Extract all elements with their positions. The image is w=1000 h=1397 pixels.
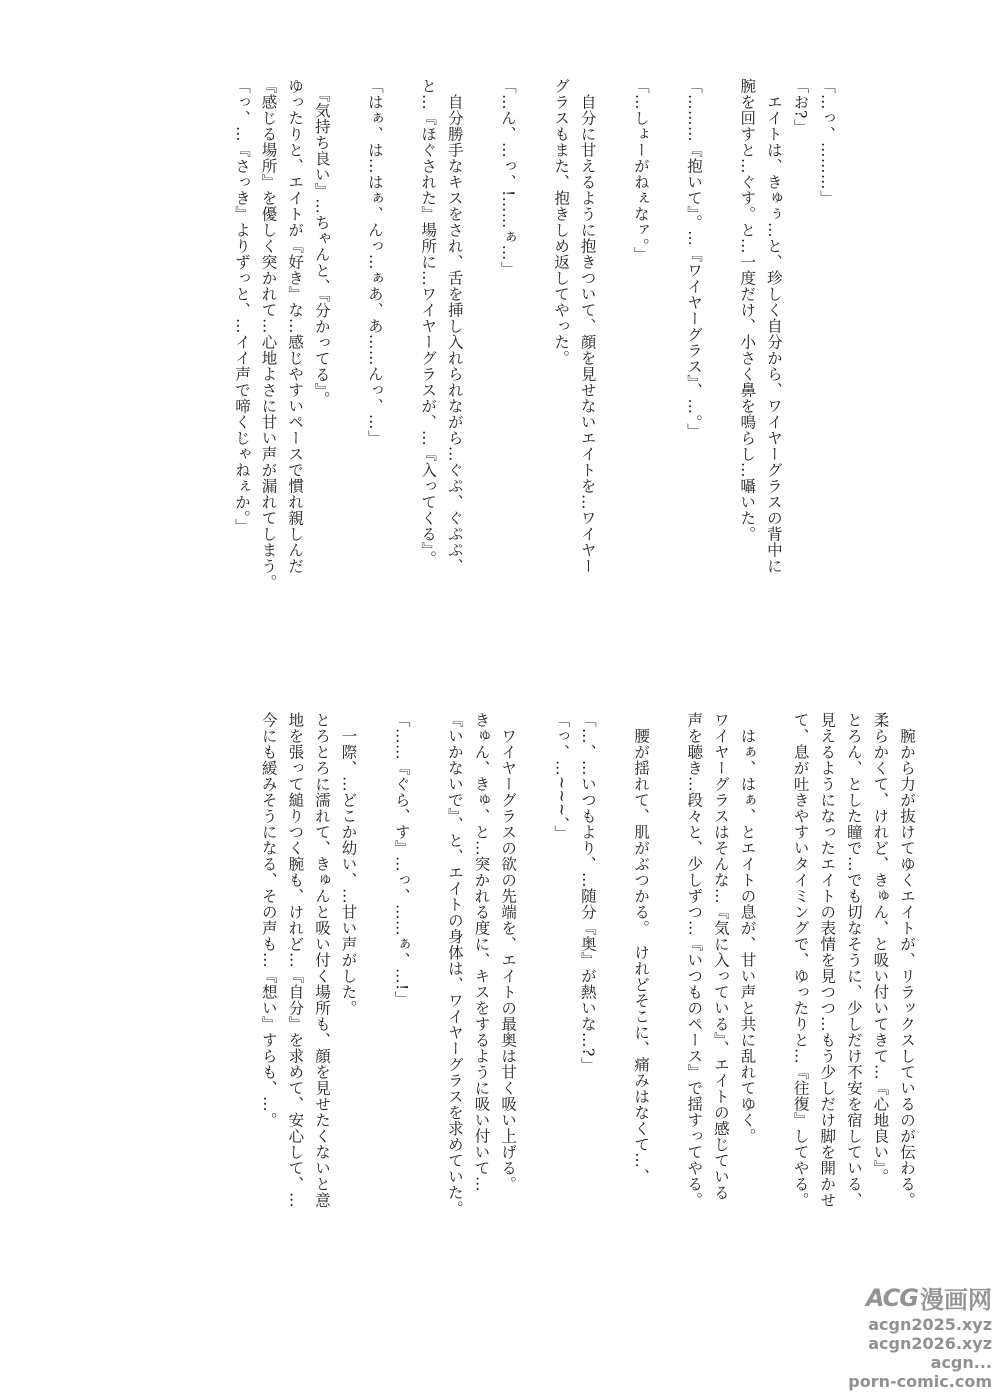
watermark-domain: porn-comic.com: [848, 1372, 992, 1391]
text-line: [335, 78, 362, 638]
text-line: [601, 712, 628, 1182]
text-line: グラスもまた、抱きしめ返してやった。: [552, 78, 571, 366]
text-line: て、息が吐きやすいタイミングで、ゆったりと…『往復』してやる。: [791, 712, 810, 1208]
text-line: 一際、…どこか幼い、…甘い声がした。: [339, 712, 358, 1016]
text-line: [521, 78, 548, 638]
text-line: ワイヤーグラスの欲の先端を、エイトの最奥は甘く吸い上げる。: [499, 712, 518, 1192]
text-line: [388, 78, 415, 638]
text-line: 地を張って縋りつく腕も、けれど…『自分』を求めて、安心して、…: [286, 712, 305, 1208]
text-line: [654, 78, 681, 638]
watermark-domain: acgn2025.xyz: [868, 1315, 992, 1334]
text-line: 「はぁ、は…はぁ、んっ…ぁあ、あ……んっ、…」: [365, 78, 384, 446]
watermark-logo-latin: ACG: [865, 1283, 918, 1312]
text-line: 『感じる場所』を優しく突かれて…心地よさに甘い声が漏れてしまう。: [259, 78, 278, 590]
text-line: 「…っ、………」: [818, 78, 836, 206]
text-line: 自分勝手なキスをされ、舌を挿し入れられながら…ぐぷ、ぐぷぷ、: [445, 78, 464, 574]
text-line: [521, 712, 548, 1182]
text-line: 「……『ぐら、す』…っ、……ぁ、…!」: [392, 712, 411, 1007]
text-line: 『いかないで』、と、エイトの身体は、ワイヤーグラスを求めていた。: [445, 712, 464, 1217]
text-line: 「…ん、…っ、!……ぁ…」: [498, 78, 517, 277]
text-line: 柔らかくて、けれど、きゅん、と吸い付いてきて…『心地良い』。: [871, 712, 890, 1185]
text-line: [654, 712, 681, 1182]
text-line: 腕から力が抜けてゆくエイトが、リラックスしているのが伝わる。: [898, 712, 916, 1208]
text-line: 自分に甘えるように抱きついて、顔を見せないエイトを…ワイヤー: [578, 78, 597, 574]
text-line: 「………『抱いて』。…『ワイヤーグラス』、…。」: [685, 78, 704, 439]
text-line: とろん、とした瞳で…でも切なそうに、少しだけ不安を宿している、: [844, 712, 863, 1208]
text-line: エイトは、きゅぅ…と、珍しく自分から、ワイヤーグラスの背中に: [764, 78, 783, 574]
text-line: [468, 78, 495, 638]
watermark: [790, 1280, 992, 1391]
text-line: 「…、…いつもより、…随分『奥』が熱いな…?」: [578, 712, 597, 1073]
text-block-lower: [255, 712, 920, 1217]
text-line: はぁ、はぁ、とエイトの息が、甘い声と共に乱れてゆく。: [738, 712, 757, 1144]
text-line: と…『ほぐされた』場所に…ワイヤーグラスが、…『入ってくる』。: [419, 78, 438, 567]
text-line: きゅん、きゅ、と…突かれる度に、キスをするように吸い付いて…: [472, 712, 491, 1192]
text-line: 腕を回すと…ぐす。と…一度だけ、小さく鼻を鳴らし…囁いた。: [738, 78, 757, 542]
text-line: ワイヤーグラスはそんな…『気に入っている』、エイトの感じている: [711, 712, 730, 1201]
text-line: 今にも緩みそうになる、その声も…『想い』すらも、…。: [259, 712, 278, 1128]
text-line: [601, 78, 628, 638]
text-block-upper: [228, 78, 840, 638]
text-line: 腰が揺れて、肌がぶつかる。 けれどそこに、痛みはなくて…、: [632, 712, 651, 1185]
text-line: 『気持ち良い』…ちゃんと、『分かってる』。: [312, 78, 331, 407]
text-line: [362, 712, 389, 1182]
text-line: [760, 712, 787, 1182]
watermark-logo-cjk: 漫画网: [920, 1286, 992, 1314]
text-line: 「っ、…~~~、」: [552, 712, 571, 841]
text-line: 声を聴き…段々と、少しずつ…『いつものペース』で揺すってやる。: [685, 712, 704, 1208]
text-line: 見えるようになったエイトの表情を見つつ…もう少しだけ脚を開かせ: [818, 712, 837, 1208]
text-line: 「っ、…『さっき』よりずっと、…イイ声で啼くじゃねぇか。」: [232, 78, 251, 535]
watermark-domain: acgn2026.xyz: [868, 1334, 992, 1353]
text-line: とろとろに濡れて、きゅんと吸い付く場所も、顔を見せたくないと意: [312, 712, 331, 1208]
text-line: ゆったりと、エイトが『好き』な…感じやすいペースで慣れ親しんだ: [286, 78, 305, 574]
text-line: 「お?」: [791, 78, 810, 135]
watermark-domain: acgn...: [930, 1353, 992, 1372]
text-line: 「…しょーがねぇなァ。」: [631, 78, 650, 263]
text-line: [415, 712, 442, 1182]
text-line: [707, 78, 734, 638]
watermark-logo: [866, 1280, 992, 1315]
